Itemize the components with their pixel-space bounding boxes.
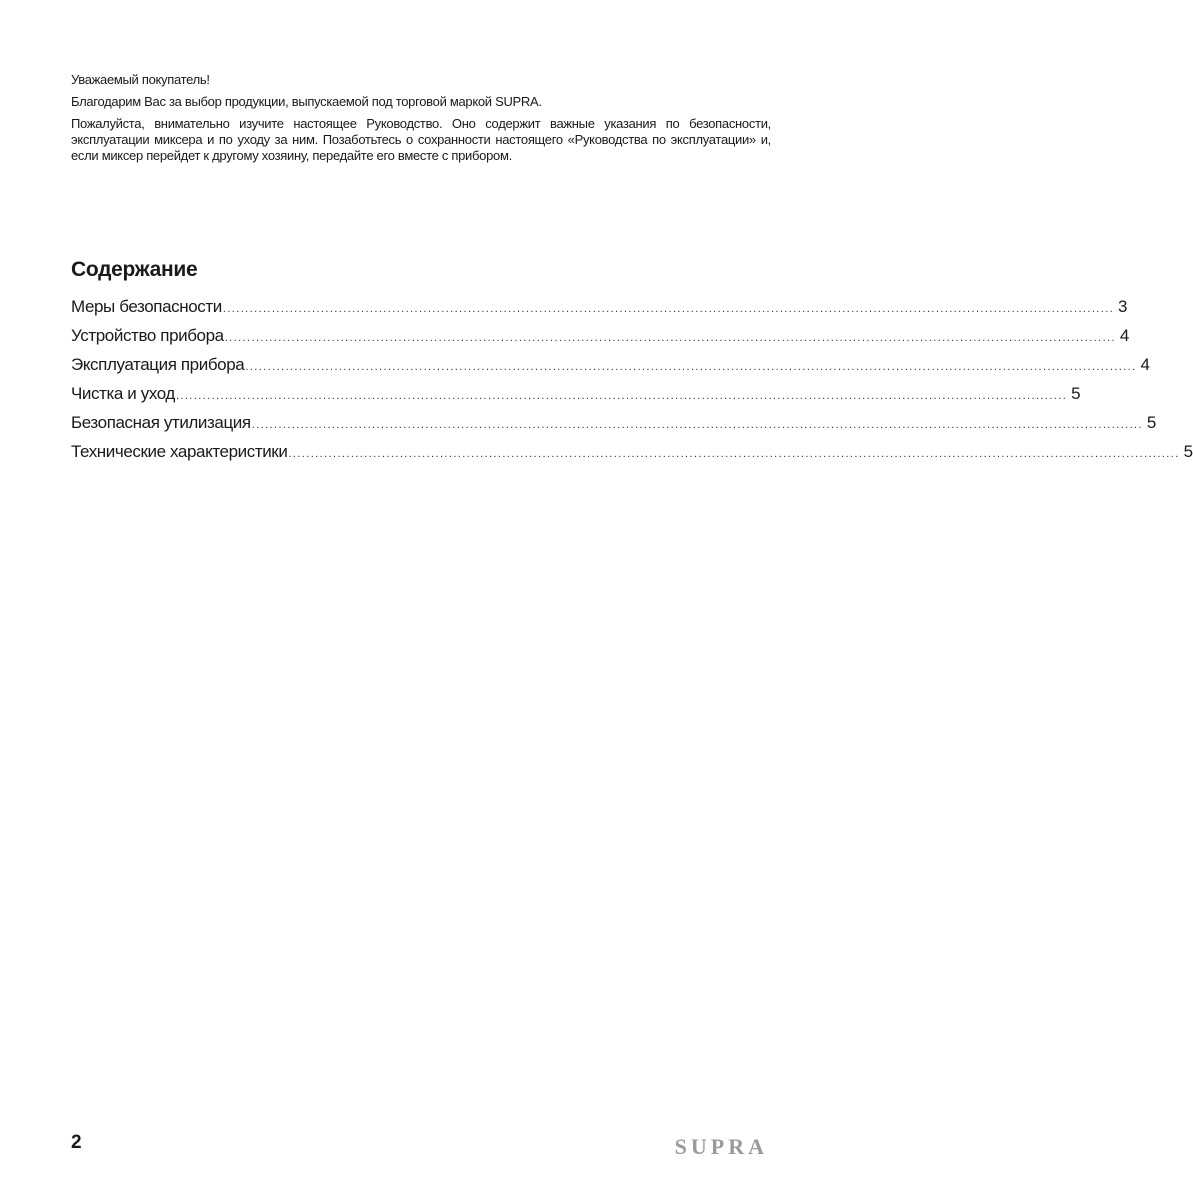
toc-leader-dots: ........................................................................................................................................................................................................ <box>251 419 1143 431</box>
instructions-text: Пожалуйста, внимательно изучите настоящее Руководство. Оно содержит важные указания по безопасности, эксплуатации миксера и по уходу за ним. Позаботьтесь о сохранности настоящего «Руководства по эксплуатации» и, если миксер перейдет к другому хозяину, передайте его вместе с прибором. <box>71 116 771 163</box>
toc-leader-dots: ........................................................................................................................................................................................................ <box>245 361 1137 373</box>
toc-item-page: 4 <box>1119 326 1129 345</box>
toc-item-operation[interactable] <box>71 350 1150 379</box>
toc-item-page: 5 <box>1146 413 1156 432</box>
toc-item-safety[interactable] <box>71 292 1128 321</box>
toc-item-disposal[interactable] <box>71 408 1156 437</box>
toc-item-label: Меры безопасности <box>71 297 222 316</box>
toc-item-page: 5 <box>1183 442 1193 461</box>
toc-item-label: Эксплуатация прибора <box>71 355 245 374</box>
toc-item-page: 3 <box>1118 297 1128 316</box>
table-of-contents <box>71 292 1193 466</box>
toc-item-specs[interactable] <box>71 437 1193 466</box>
greeting-text: Уважаемый покупатель! <box>71 72 210 87</box>
toc-item-page: 4 <box>1140 355 1150 374</box>
toc-leader-dots: ........................................................................................................................................................................................................ <box>224 332 1116 344</box>
supra-logo: SUPRA <box>674 1134 768 1159</box>
toc-item-label: Устройство прибора <box>71 326 224 345</box>
toc-leader-dots: ........................................................................................................................................................................................................ <box>175 390 1068 402</box>
page-number: 2 <box>71 1132 82 1153</box>
intro-section <box>71 72 771 170</box>
toc-item-label: Безопасная утилизация <box>71 413 251 432</box>
toc-item-label: Технические характеристики <box>71 442 288 461</box>
toc-item-device[interactable] <box>71 321 1129 350</box>
toc-item-label: Чистка и уход <box>71 384 175 403</box>
toc-heading: Содержание <box>71 258 198 281</box>
toc-leader-dots: ........................................................................................................................................................................................................ <box>288 448 1180 460</box>
thanks-text: Благодарим Вас за выбор продукции, выпускаемой под торговой маркой SUPRA. <box>71 94 542 109</box>
toc-leader-dots: ........................................................................................................................................................................................................ <box>222 303 1115 315</box>
toc-item-page: 5 <box>1071 384 1081 403</box>
toc-item-cleaning[interactable] <box>71 379 1081 408</box>
